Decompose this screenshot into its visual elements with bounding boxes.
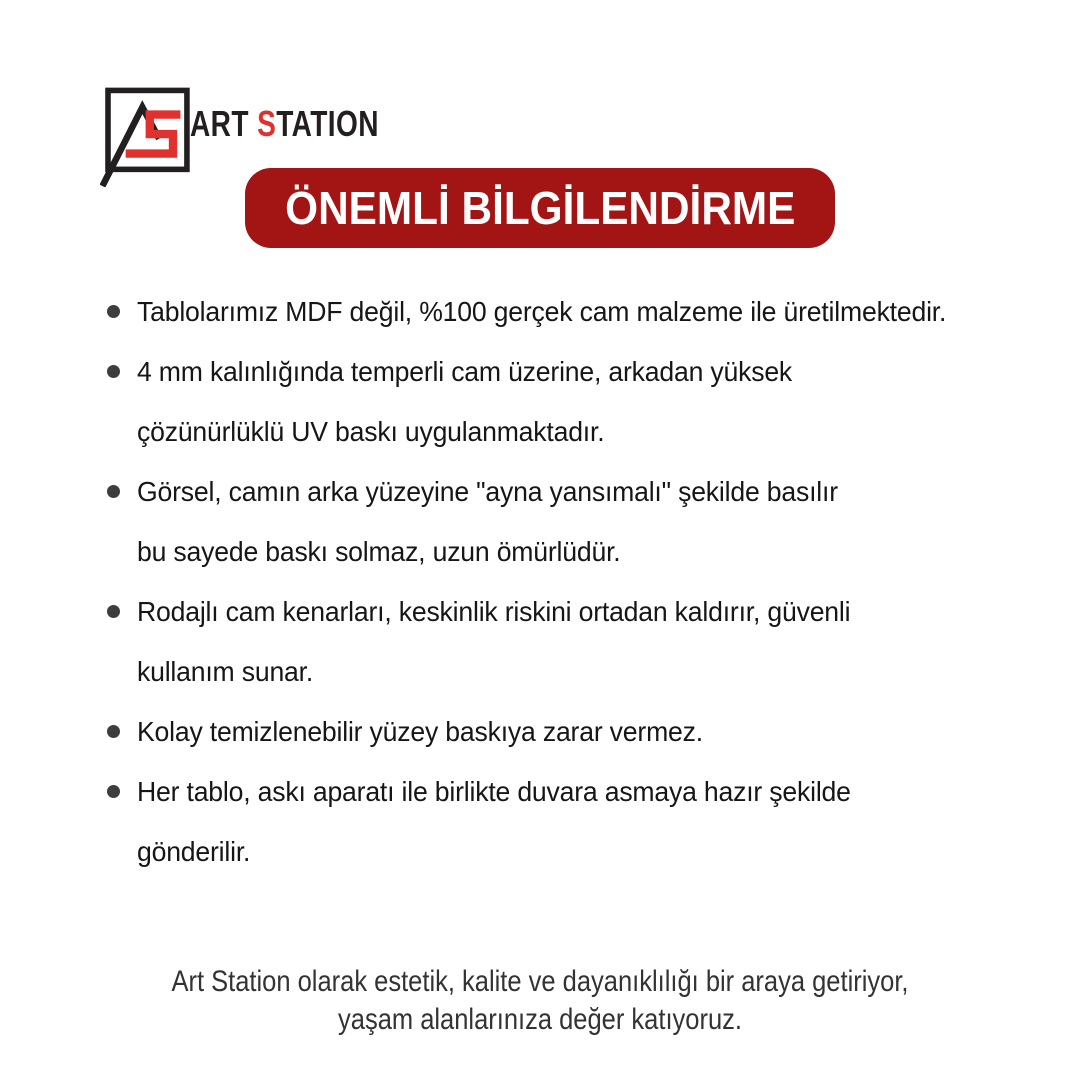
list-item: [107, 462, 1047, 582]
list-item-line: Rodajlı cam kenarları, keskinlik riskini ortadan kaldırır, güvenli: [137, 596, 851, 627]
list-item: [107, 582, 1047, 702]
footer-tagline: [81, 963, 999, 1039]
list-item-line: gönderilir.: [137, 836, 251, 867]
bullet-dot-icon: [107, 785, 120, 798]
brand-name-art: ART: [190, 103, 249, 144]
list-item-line: Kolay temizlenebilir yüzey baskıya zarar vermez.: [137, 716, 703, 747]
banner-title: ÖNEMLİ BİLGİLENDİRME: [284, 182, 796, 234]
list-item-line: Tablolarımız MDF değil, %100 gerçek cam malzeme ile üretilmektedir.: [137, 296, 947, 327]
list-item: [107, 282, 1047, 342]
list-item-line: kullanım sunar.: [137, 656, 314, 687]
brand-name-station-s: S: [257, 103, 277, 144]
brand-name-station-rest: TATION: [276, 103, 379, 144]
list-item: [107, 342, 1047, 462]
list-item: [107, 762, 1047, 882]
important-info-banner: [245, 168, 835, 248]
info-list: [107, 282, 1047, 882]
bullet-dot-icon: [107, 605, 120, 618]
brand-name: [190, 103, 379, 145]
list-item-line: 4 mm kalınlığında temperli cam üzerine, arkadan yüksek: [137, 356, 793, 387]
list-item-line: Her tablo, askı aparatı ile birlikte duvara asmaya hazır şekilde: [137, 776, 851, 807]
footer-tagline-line1: Art Station olarak estetik, kalite ve dayanıklılığı bir araya getiriyor,: [171, 965, 909, 998]
list-item-line: çözünürlüklü UV baskı uygulanmaktadır.: [137, 416, 605, 447]
list-item-line: bu sayede baskı solmaz, uzun ömürlüdür.: [137, 536, 621, 567]
bullet-dot-icon: [107, 485, 120, 498]
art-station-logo-icon: [100, 83, 194, 187]
list-item-line: Görsel, camın arka yüzeyine "ayna yansımalı" şekilde basılır: [137, 476, 838, 507]
footer-tagline-line2: yaşam alanlarınıza değer katıyoruz.: [338, 1003, 742, 1036]
bullet-dot-icon: [107, 725, 120, 738]
list-item: [107, 702, 1047, 762]
bullet-dot-icon: [107, 365, 120, 378]
bullet-dot-icon: [107, 305, 120, 318]
